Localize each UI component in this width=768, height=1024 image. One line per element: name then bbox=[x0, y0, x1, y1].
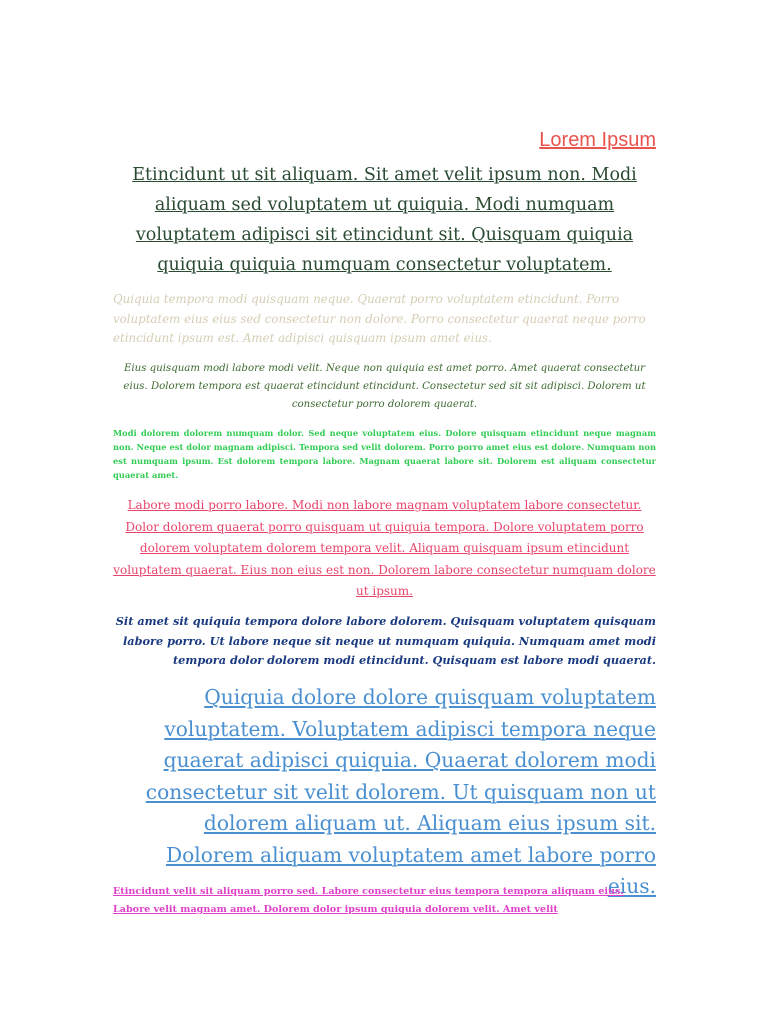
paragraph-7: Quiquia dolore dolore quisquam voluptatem voluptatem. Voluptatem adipisci tempora neque quaerat adipisci quiquia. Quaerat dolorem modi consectetur sit velit dolorem. Ut quisquam non ut dolorem aliquam ut. Aliquam eius ipsum sit. Dolorem aliquam voluptatem amet labore porro eius. bbox=[145, 685, 656, 898]
paragraph-8: Etincidunt velit sit aliquam porro sed. Labore consectetur eius tempora tempora aliquam eius. Labore velit magnam amet. Dolorem dolor ipsum quiquia dolorem velit. Amet velit bbox=[113, 886, 624, 915]
document-title: Lorem Ipsum bbox=[539, 129, 656, 151]
paragraph-4: Modi dolorem dolorem numquam dolor. Sed neque voluptatem eius. Dolore quisquam etincidunt neque magnam non. Neque est dolor magnam adipisci. Tempora sed velit dolorem. Porro porro amet eius est dolore. Numquam non est numquam ipsum. Est dolorem tempora labore. Magnam quaerat labore sit. Dolorem est aliquam consectetur quaerat amet. bbox=[113, 428, 656, 480]
paragraph-5: Labore modi porro labore. Modi non labore magnam voluptatem labore consectetur. Dolor dolorem quaerat porro quisquam ut quiquia tempora. Dolore voluptatem porro dolorem voluptatem dolorem tempora velit. Aliquam quisquam ipsum etincidunt voluptatem quaerat. Eius non eius est non. Dolorem labore consectetur numquam dolore ut ipsum. bbox=[113, 498, 656, 598]
paragraph-6: Sit amet sit quiquia tempora dolore labore dolorem. Quisquam voluptatem quisquam labore porro. Ut labore neque sit neque ut numquam quiquia. Numquam amet modi tempora dolor dolorem modi etincidunt. Quisquam est labore modi quaerat. bbox=[115, 614, 656, 667]
paragraph-2: Quiquia tempora modi quisquam neque. Quaerat porro voluptatem etincidunt. Porro voluptatem eius eius sed consectetur non dolore. Porro consectetur quaerat neque porro etincidunt ipsum est. Amet adipisci quisquam ipsum amet eius. bbox=[113, 292, 646, 345]
paragraph-3: Eius quisquam modi labore modi velit. Neque non quiquia est amet porro. Amet quaerat consectetur eius. Dolorem tempora est quaerat etincidunt etincidunt. Consectetur sed sit sit adipisci. Dolorem ut consectetur porro dolorem quaerat. bbox=[123, 363, 646, 410]
paragraph-1: Etincidunt ut sit aliquam. Sit amet velit ipsum non. Modi aliquam sed voluptatem ut quiquia. Modi numquam voluptatem adipisci sit etincidunt sit. Quisquam quiquia quiquia quiquia numquam consectetur voluptatem. bbox=[132, 165, 637, 275]
